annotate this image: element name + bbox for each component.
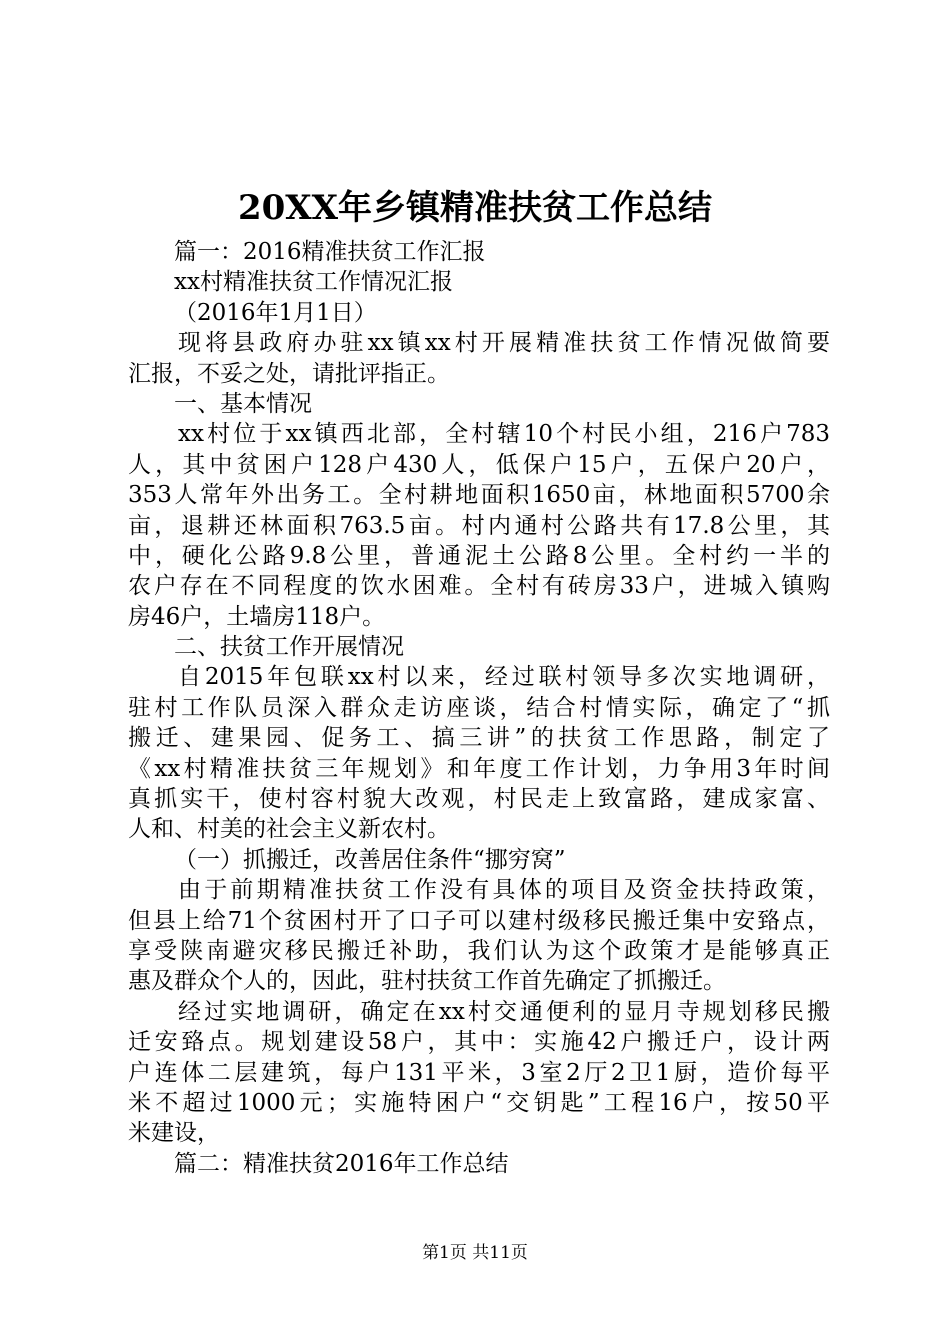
paragraph-line: 353人常年外出务工。全村耕地面积1650亩，林地面积5700余	[128, 482, 830, 509]
paragraph-line: 由于前期精准扶贫工作没有具体的项目及资金扶持政策，	[178, 877, 830, 904]
paragraph-line: 《xx村精准扶贫三年规划》和年度工作计划，力争用3年时间	[128, 755, 830, 782]
paragraph-line: 经过实地调研，确定在xx村交通便利的显月寺规划移民搬	[178, 998, 830, 1025]
subsection-heading: （一）抓搬迁，改善居住条件“挪穷窝”	[174, 846, 566, 873]
page-number-footer: 第1页 共11页	[422, 1243, 528, 1263]
paragraph-line: 农户存在不同程度的饮水困难。全村有砖房33户，进城入镇购	[128, 573, 830, 600]
report-date: （2016年1月1日）	[174, 299, 377, 326]
report-title: xx村精准扶贫工作情况汇报	[174, 269, 453, 296]
paragraph-line: 迁安臵点。规划建设58户，其中：实施42户搬迁户，设计两	[128, 1029, 830, 1056]
paragraph-line: 现将县政府办驻xx镇xx村开展精准扶贫工作情况做简要	[178, 330, 830, 357]
subsection-heading: 二、扶贫工作开展情况	[174, 634, 404, 661]
paragraph-line: 真抓实干，使村容村貌大改观，村民走上致富路，建成家富、	[128, 786, 830, 813]
document-title: 20XX年乡镇精准扶贫工作总结	[237, 188, 713, 228]
paragraph-line: 自2015年包联xx村以来，经过联村领导多次实地调研，	[178, 664, 830, 691]
paragraph-line: 亩，退耕还林面积763.5亩。村内通村公路共有17.8公里，其	[128, 512, 830, 539]
paragraph-line: 搬迁、建果园、促务工、搞三讲”的扶贫工作思路，制定了	[128, 725, 830, 752]
section-heading: 篇二：精准扶贫2016年工作总结	[174, 1150, 509, 1177]
paragraph-line: 汇报，不妥之处，请批评指正。	[128, 360, 450, 387]
paragraph-line: 中，硬化公路9.8公里，普通泥土公路8公里。全村约一半的	[128, 542, 830, 569]
section-heading: 篇一：2016精准扶贫工作汇报	[174, 239, 486, 265]
paragraph-line: 人，其中贫困户128户430人，低保户15户，五保户20户，	[128, 451, 830, 478]
paragraph-line: xx村位于xx镇西北部，全村辖10个村民小组，216户783	[178, 421, 830, 448]
document-body	[128, 237, 830, 1179]
paragraph-line: 享受陕南避灾移民搬迁补助，我们认为这个政策才是能够真正	[128, 937, 830, 964]
paragraph-line: 房46户，土墙房118户。	[128, 603, 386, 630]
paragraph-line: 惠及群众个人的，因此，驻村扶贫工作首先确定了抓搬迁。	[128, 968, 726, 995]
subsection-heading: 一、基本情况	[174, 390, 312, 417]
paragraph-line: 户连体二层建筑，每户131平米，3室2厅2卫1厨，造价每平	[128, 1059, 830, 1086]
paragraph-line: 驻村工作队员深入群众走访座谈，结合村情实际，确定了“抓	[128, 694, 830, 721]
paragraph-line: 米不超过1000元；实施特困户“交钥匙”工程16户，按50平	[128, 1089, 830, 1116]
paragraph-line: 但县上给71个贫困村开了口子可以建村级移民搬迁集中安臵点，	[128, 907, 830, 934]
paragraph-line: 米建设，	[128, 1120, 220, 1147]
paragraph-line: 人和、村美的社会主义新农村。	[128, 816, 450, 843]
